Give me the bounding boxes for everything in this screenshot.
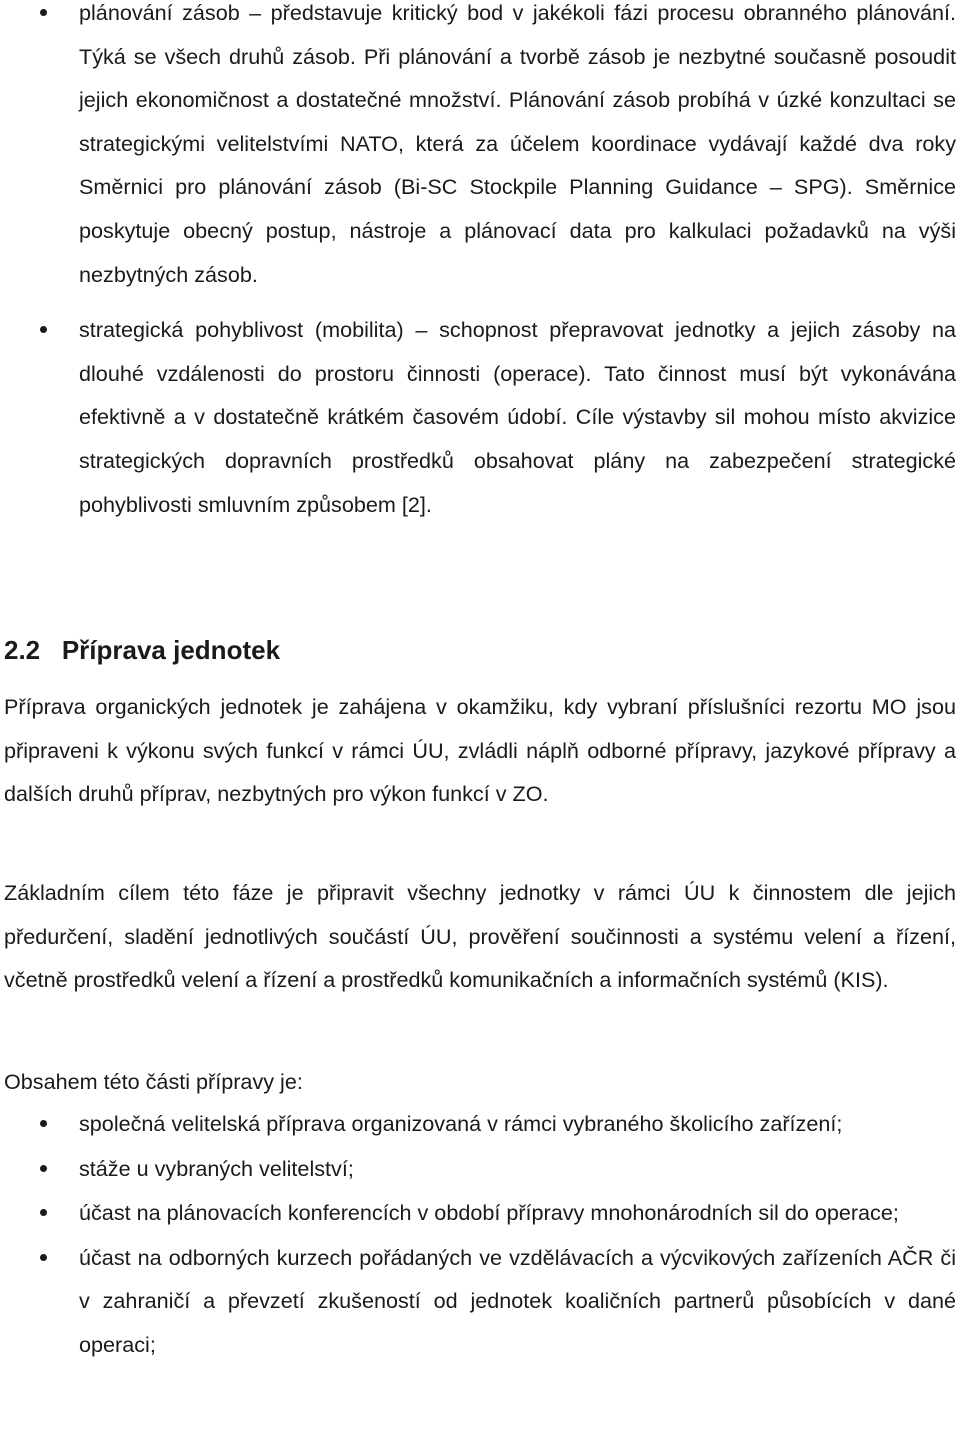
list-item-internships [0,1147,960,1191]
section-number: 2.2 [4,635,41,665]
list-item-text: plánování zásob – představuje kritický bod v jakékoli fázi procesu obranného plánování. Týká se všech druhů zásob. Při plánování a tvorbě zásob je nezbytné současně posoudit jejich ekonomičnost a dostatečné množství. Plánování zásob probíhá v úzké konzultaci se strategickými velitelstvími NATO, která za účelem koordinace vydávají každé dva roky Směrnici pro plánování zásob (Bi-SC Stockpile Planning Guidance – SPG). Směrnice poskytuje obecný postup, nástroje a plánovací data pro kalkulaci požadavků na výši nezbytných zásob. [79,0,956,287]
section-heading [4,628,280,672]
list-item-professional-courses [0,1236,960,1367]
bullet-icon [40,1165,47,1172]
list-item-text: stáže u vybraných velitelství; [79,1155,354,1181]
list-item-text: společná velitelská příprava organizovaná v rámci vybraného školicího zařízení; [79,1111,843,1136]
list-item-command-training [0,1102,960,1146]
paragraph-phase-goal: Základním cílem této fáze je připravit všechny jednotky v rámci ÚU k činnostem dle jejich předurčení, sladění jednotlivých součástí ÚU, prověření součinnosti a systému velení a řízení, včetně prostředků velení a řízení a prostředků komunikačních a informačních systémů (KIS). [4,880,956,993]
paragraph-unit-preparation: Příprava organických jednotek je zahájena v okamžiku, kdy vybraní příslušníci rezortu MO jsou připraveni k výkonu svých funkcí v rámci ÚU, zvládli náplň odborné přípravy, jazykové přípravy a dalších druhů příprav, nezbytných pro výkon funkcí v ZO. [4,694,956,807]
list-item-text: účast na odborných kurzech pořádaných ve vzdělávacích a výcvikových zařízeních AČR či v zahraničí a převzetí zkušeností od jednotek koaličních partnerů působících v dané operaci; [79,1244,956,1357]
list-item-text: strategická pohyblivost (mobilita) – schopnost přepravovat jednotky a jejich zásoby na dlouhé vzdálenosti do prostoru činnosti (operace). Tato činnost musí být vykonávána efektivně a v dostatečně krátkém časovém údobí. Cíle výstavby sil mohou místo akvizice strategických dopravních prostředků obsahovat plány na zabezpečení strategické pohyblivosti smluvním způsobem [2]. [79,317,956,517]
bullet-list-bottom [0,1102,960,1367]
bullet-icon [40,1254,47,1261]
bullet-icon [40,9,47,16]
paragraph-contents-intro: Obsahem této části přípravy je: [4,1069,303,1094]
bullet-list-top [0,0,960,526]
bullet-icon [40,326,47,333]
list-item-stockpile-planning [0,0,960,296]
bullet-icon [40,1209,47,1216]
list-item-strategic-mobility [0,308,960,526]
list-item-text: účast na plánovacích konferencích v období přípravy mnohonárodních sil do operace; [79,1200,899,1226]
list-item-planning-conferences [0,1191,960,1235]
section-title: Příprava jednotek [61,635,281,665]
bullet-icon [40,1120,47,1127]
